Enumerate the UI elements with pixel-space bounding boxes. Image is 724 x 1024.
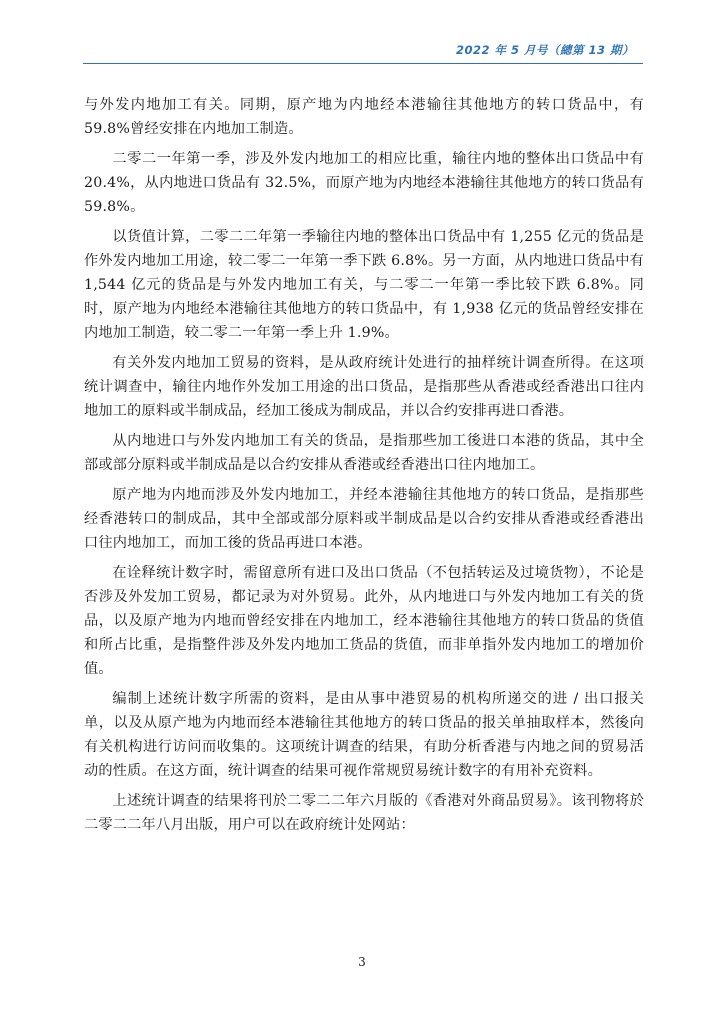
paragraph-8: 编制上述统计数字所需的资料，是由从事中港贸易的机构所递交的进 / 出口报关单，以及从原产地为内地而经本港输往其他地方的转口货品的报关单抽取样本，然後向有关机构进行访问而收集的。这项统计调查的结果，有助分析香港与内地之间的贸易活动的性质。在这方面，统计调查的结果可视作常规贸易统计数字的有用补充资料。 <box>84 691 644 779</box>
issue-header: 2022 年 5 月号（總第 13 期） <box>455 43 634 57</box>
paragraph-1: 与外发内地加工有关。同期，原产地为内地经本港输往其他地方的转口货品中，有59.8%曾经安排在内地加工制造。 <box>84 97 644 137</box>
paragraph-4: 有关外发内地加工贸易的资料，是从政府统计处进行的抽样统计调查所得。在这项统计调查中，输往内地作外发加工用途的出口货品，是指那些从香港或经香港出口往内地加工的原料或半制成品，经加工後成为制成品，并以合约安排再进口香港。 <box>84 355 644 419</box>
paragraph-2: 二零二一年第一季，涉及外发内地加工的相应比重，输往内地的整体出口货品中有 20.4%，从内地进口货品有 32.5%，而原产地为内地经本港输往其他地方的转口货品有 59.8%。 <box>84 151 644 215</box>
document-body <box>84 93 644 843</box>
paragraph-9: 上述统计调查的结果将刊於二零二二年六月版的《香港对外商品贸易》。该刊物将於二零二二年八月出版，用户可以在政府统计处网站： <box>84 793 644 833</box>
paragraph-3: 以货值计算，二零二二年第一季输往内地的整体出口货品中有 1,255 亿元的货品是作外发内地加工用途，较二零二一年第一季下跌 6.8%。另一方面，从内地进口货品中有 1,544 亿元的货品是与外发内地加工有关，与二零二一年第一季比较下跌 6.8%。同时，原产地为内地经本港输往其他地方的转口货品中，有 1,938 亿元的货品曾经安排在内地加工制造，较二零二一年第一季上升 1.9%。 <box>84 229 644 341</box>
paragraph-6: 原产地为内地而涉及外发内地加工，并经本港输往其他地方的转口货品，是指那些经香港转口的制成品，其中全部或部分原料或半制成品是以合约安排从香港或经香港出口往内地加工，而加工後的货品再进口本港。 <box>84 487 644 551</box>
page-number: 3 <box>358 955 366 969</box>
paragraph-5: 从内地进口与外发内地加工有关的货品，是指那些加工後进口本港的货品，其中全部或部分原料或半制成品是以合约安排从香港或经香港出口往内地加工。 <box>84 433 644 473</box>
header-divider <box>83 63 643 64</box>
paragraph-7: 在诠释统计数字时，需留意所有进口及出口货品（不包括转运及过境货物），不论是否涉及外发加工贸易，都记录为对外贸易。此外，从内地进口与外发内地加工有关的货品，以及原产地为内地而曾经安排在内地加工，经本港输往其他地方的转口货品的货值和所占比重，是指整件涉及外发内地加工货品的货值，而非单指外发内地加工的增加价值。 <box>84 565 644 677</box>
